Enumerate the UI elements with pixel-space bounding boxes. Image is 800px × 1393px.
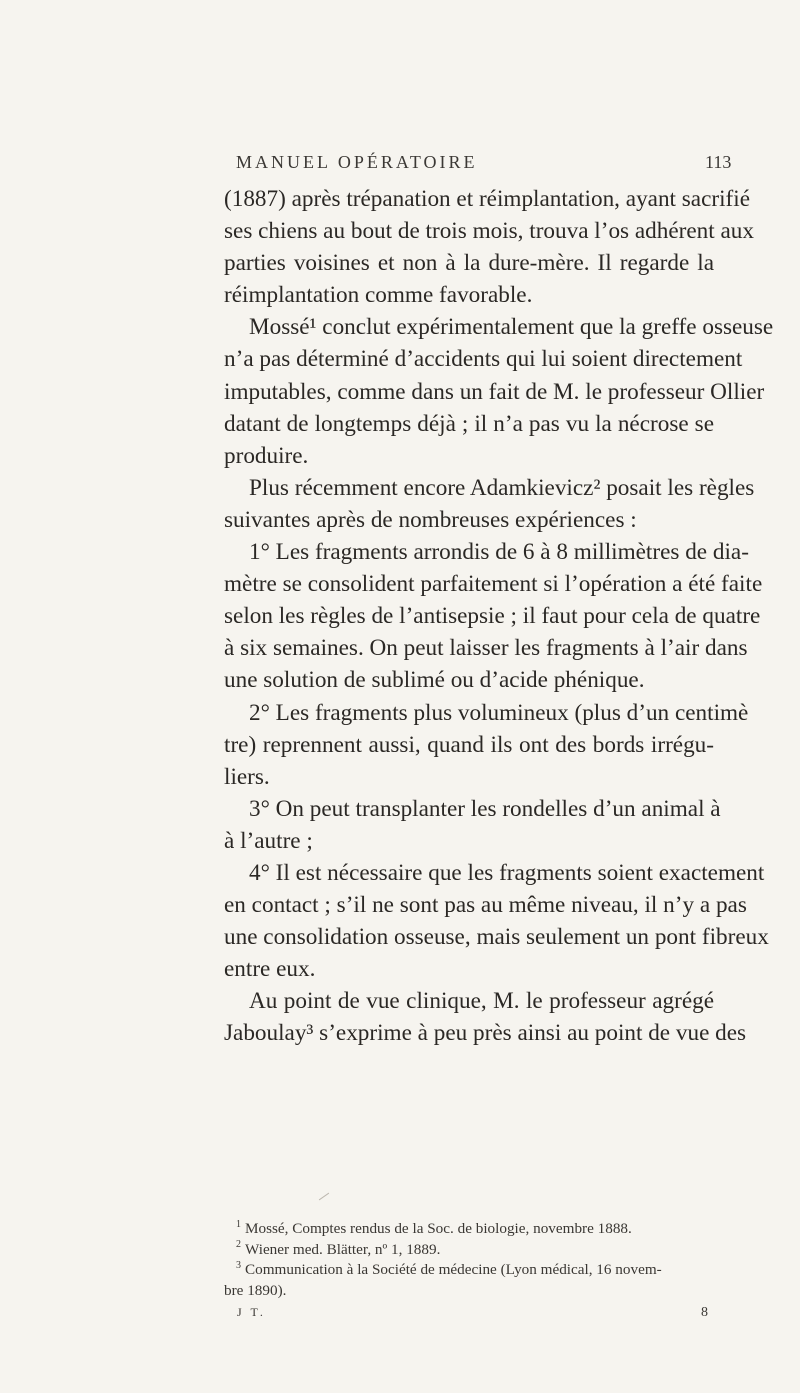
- text-line: 1° Les fragments arrondis de 6 à 8 millimètres de dia-: [249, 539, 749, 566]
- page-number: 113: [705, 152, 732, 172]
- footnote-number: 2: [236, 1239, 241, 1251]
- footnote-3: [224, 1260, 714, 1281]
- text-line: tre) reprennent aussi, quand ils ont des bords irrégu-: [224, 731, 714, 758]
- text-line: réimplantation comme favorable.: [224, 282, 533, 309]
- text-line: mètre se consolident parfaitement si l’opération a été faite: [224, 571, 763, 598]
- body-text: [224, 183, 774, 1050]
- text-line: Au point de vue clinique, M. le professeur agrégé: [249, 988, 714, 1015]
- text-line: Plus récemment encore Adamkievicz² posait les règles: [249, 474, 755, 501]
- footnote-text: Communication à la Société de médecine (Lyon médical, 16 novem-: [245, 1261, 662, 1278]
- footnote-number: 3: [236, 1259, 241, 1271]
- signature-mark: J T.: [237, 1305, 266, 1319]
- footnote-number: 1: [236, 1218, 241, 1230]
- footnote-2: [224, 1240, 714, 1261]
- text-line: une solution de sublimé ou d’acide phénique.: [224, 667, 645, 694]
- printer-signature: [0, 1305, 800, 1325]
- footnote-text: Mossé, Comptes rendus de la Soc. de biologie, novembre 1888.: [245, 1220, 632, 1237]
- footnote-3-continuation: bre 1890).: [224, 1281, 287, 1299]
- text-line: 3° On peut transplanter les rondelles d’un animal à: [249, 795, 721, 822]
- text-line: n’a pas déterminé d’accidents qui lui soient directement: [224, 346, 743, 373]
- text-line: produire.: [224, 442, 309, 469]
- footnote-1: [224, 1219, 714, 1240]
- text-line: suivantes après de nombreuses expériences :: [224, 506, 637, 533]
- footnote-text: Wiener med. Blätter, nº 1, 1889.: [245, 1240, 441, 1258]
- text-line: (1887) après trépanation et réimplantation, ayant sacrifié: [224, 186, 751, 212]
- text-line: entre eux.: [224, 956, 316, 983]
- signature-number: 8: [701, 1305, 708, 1320]
- text-line: Mossé¹ conclut expérimentalement que la greffe osseuse: [249, 314, 774, 341]
- footnotes: [224, 1219, 714, 1301]
- text-line: selon les règles de l’antisepsie ; il faut pour cela de quatre: [224, 603, 761, 630]
- text-line: Jaboulay³ s’exprime à peu près ainsi au point de vue des: [224, 1020, 747, 1047]
- text-line: en contact ; s’il ne sont pas au même niveau, il n’y a pas: [224, 892, 747, 919]
- text-line: à l’autre ;: [224, 827, 313, 854]
- text-line: parties voisines et non à la dure-mère. Il regarde la: [224, 250, 714, 277]
- text-line: 2° Les fragments plus volumineux (plus d’un centimè: [249, 699, 749, 726]
- text-line: 4° Il est nécessaire que les fragments soient exactement: [249, 859, 765, 886]
- running-title: MANUEL OPÉRATOIRE: [236, 152, 478, 172]
- paper-speck: [319, 1193, 329, 1201]
- text-line: datant de longtemps déjà ; il n’a pas vu la nécrose se: [224, 410, 714, 437]
- text-line: liers.: [224, 763, 270, 790]
- text-line: à six semaines. On peut laisser les fragments à l’air dans: [224, 635, 748, 662]
- page-header: [0, 152, 800, 182]
- text-line: imputables, comme dans un fait de M. le professeur Ollier: [224, 378, 765, 405]
- text-line: une consolidation osseuse, mais seulement un pont fibreux: [224, 924, 769, 951]
- text-line: ses chiens au bout de trois mois, trouva l’os adhérent aux: [224, 218, 754, 245]
